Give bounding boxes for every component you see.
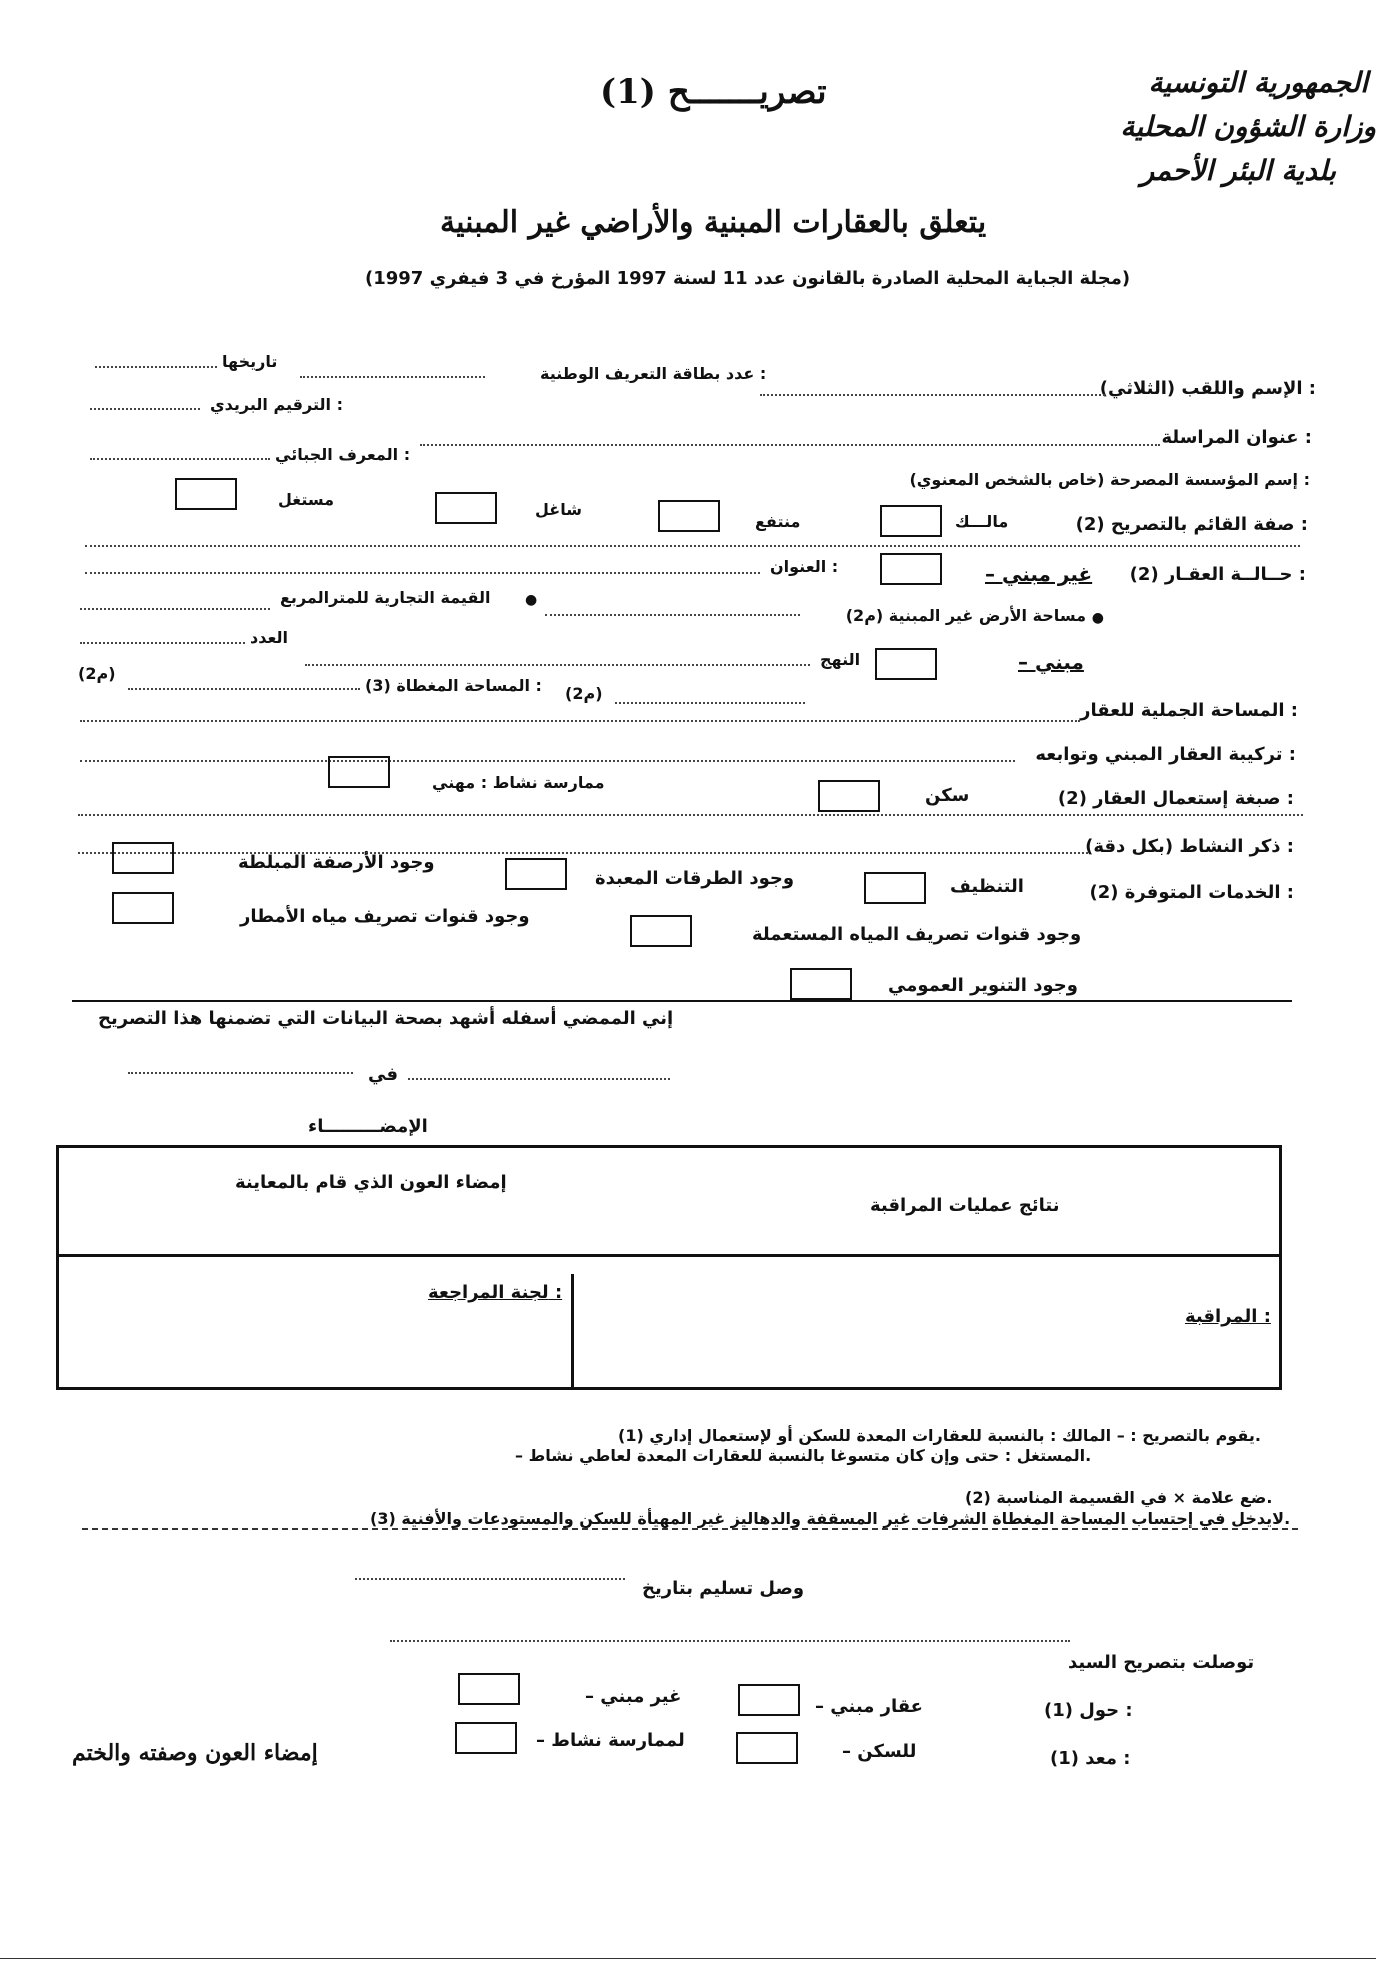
property-state-label: حــالــة العقـار (2) :	[1129, 564, 1306, 585]
address2-dots	[85, 572, 760, 574]
housing-label: سكن	[925, 785, 970, 806]
activity-label: ذكر النشاط (بكل دقة) :	[1085, 836, 1294, 857]
signature-label: الإمضـــــــــاء	[308, 1116, 428, 1137]
paved-roads-checkbox[interactable]	[505, 858, 567, 890]
paved-roads-label: وجود الطرقات المعبدة	[595, 868, 795, 889]
street-dots	[305, 664, 810, 666]
receipt-unbuilt-checkbox[interactable]	[458, 1673, 520, 1705]
id-date-dots	[95, 366, 217, 368]
cleaning-checkbox[interactable]	[864, 872, 926, 904]
agent-signature-header: إمضاء العون الذي قام بالمعاينة	[235, 1172, 507, 1193]
receipt-unbuilt-label: – غير مبني	[585, 1686, 682, 1707]
street-label: النهج	[820, 650, 861, 669]
market-value-bullet: ●	[525, 592, 538, 608]
occupant-label: شاغل	[535, 500, 582, 519]
header-ministry: وزارة الشؤون المحلية	[1120, 110, 1376, 143]
name-label: الإسم واللقب (الثلاثي) :	[1099, 378, 1316, 399]
id-date-label: تاريخها	[222, 352, 278, 371]
total-area-dots-left	[128, 688, 360, 690]
used-water-label: وجود قنوات تصريف المياه المستعملة	[752, 924, 1082, 945]
row11-dots	[78, 814, 1303, 816]
stamp-label: إمضاء العون وصفته والختم	[72, 1740, 318, 1766]
name-dots	[760, 394, 1105, 396]
market-value-dots	[80, 608, 270, 610]
unbuilt-checkbox[interactable]	[880, 553, 942, 585]
row4-dots	[85, 545, 1300, 547]
note-1b: – المستغل : حتى وإن كان متسوغا بالنسبة للعقارات المعدة لعاطي نشاط.	[515, 1446, 1092, 1465]
occupant-checkbox[interactable]	[435, 492, 497, 524]
total-area-dots	[80, 720, 1080, 722]
place-dots	[128, 1072, 353, 1074]
tax-id-dots	[90, 458, 270, 460]
page-title: تصريـــــــح (1)	[600, 72, 827, 112]
composition-dots	[80, 760, 1015, 762]
professional-checkbox[interactable]	[328, 756, 390, 788]
note-3: (3) لايدخل في إحتساب المساحة المغطاة الشرفات غير المسقفة والدهاليز غير المهيأة للسكن والمستودعات والأفنية.	[370, 1509, 1291, 1528]
cleaning-label: التنظيف	[950, 876, 1024, 897]
tax-id-label: المعرف الجبائي :	[275, 445, 411, 464]
id-card-label: عدد بطاقة التعريف الوطنية :	[540, 364, 767, 383]
address-dots	[420, 444, 1160, 446]
tenant-label: مستغل	[278, 490, 335, 509]
received-label: توصلت بتصريح السيد	[1068, 1652, 1255, 1673]
market-value-label: القيمة التجارية للمترالمربع	[280, 588, 491, 607]
lighting-label: وجود التنوير العمومي	[888, 975, 1078, 996]
address2-label: العنوان :	[770, 557, 839, 576]
intended-label: معد (1) :	[1050, 1748, 1131, 1769]
beneficiary-label: منتفع	[755, 512, 801, 531]
receipt-date-dots	[355, 1578, 625, 1580]
composition-label: تركيبة العقار المبني وتوابعه :	[1035, 744, 1296, 765]
about-label: حول (1) :	[1044, 1700, 1133, 1721]
lighting-checkbox[interactable]	[790, 968, 852, 1000]
total-area-label: المساحة الجملية للعقار :	[1080, 700, 1298, 721]
header-municipality: بلدية البئر الأحمر	[1140, 154, 1336, 187]
attestation-text: إني الممضي أسفله أشهد بصحة البيانات التي تضمنها هذا التصريح	[98, 1008, 674, 1029]
subtitle: يتعلق بالعقارات المبنية والأراضي غير المبنية	[440, 205, 987, 240]
for-housing-label: – للسكن	[842, 1741, 917, 1762]
use-type-label: صبغة إستعمال العقار (2) :	[1057, 788, 1294, 809]
housing-checkbox[interactable]	[818, 780, 880, 812]
postal-label: الترقيم البريدي :	[210, 395, 343, 414]
land-area-label: مساحة الأرض غير المبنية (م2)	[845, 606, 1086, 625]
owner-checkbox[interactable]	[880, 505, 942, 537]
activity-dots	[78, 852, 1088, 854]
land-area-dots	[545, 614, 800, 616]
covered-area-unit: (م2)	[565, 684, 603, 703]
section-divider	[72, 1000, 1292, 1002]
tiled-sidewalks-checkbox[interactable]	[112, 842, 174, 874]
review-cell-label: لجنة المراجعة :	[428, 1282, 563, 1303]
covered-area-label: المساحة المغطاة (3) :	[365, 676, 542, 695]
postal-dots	[90, 408, 200, 410]
unbuilt-label: – غير مبني	[985, 562, 1093, 586]
declarant-quality-label: صفة القائم بالتصريح (2) :	[1075, 514, 1308, 535]
control-cell-label: المراقبة :	[1185, 1306, 1271, 1327]
for-activity-label: – لممارسة نشاط	[536, 1730, 685, 1751]
rain-water-label: وجود قنوات تصريف مياه الأمطار	[240, 906, 530, 927]
number-dots	[80, 642, 245, 644]
address-label: عنوان المراسلة :	[1161, 427, 1312, 448]
built-property-label: – عقار مبني	[815, 1696, 923, 1717]
note-2: (2) ضع علامة × في القسيمة المناسبة.	[965, 1488, 1273, 1507]
rain-water-checkbox[interactable]	[112, 892, 174, 924]
results-header: نتائج عمليات المراقبة	[870, 1195, 1060, 1216]
note-1a: (1) يقوم بالتصريح : – المالك : بالنسبة للعقارات المعدة للسكن أو لإستعمال إداري.	[618, 1426, 1261, 1445]
used-water-checkbox[interactable]	[630, 915, 692, 947]
built-checkbox[interactable]	[875, 648, 937, 680]
built-label: – مبني	[1018, 650, 1084, 674]
for-activity-checkbox[interactable]	[455, 1722, 517, 1754]
number-label: العدد	[250, 628, 288, 647]
receipt-title: وصل تسليم بتاريخ	[642, 1578, 805, 1599]
cut-line	[82, 1528, 1298, 1530]
tenant-checkbox[interactable]	[175, 478, 237, 510]
id-card-dots	[300, 376, 485, 378]
area-unit-label: (م2)	[78, 664, 116, 683]
beneficiary-checkbox[interactable]	[658, 500, 720, 532]
header-republic: الجمهورية التونسية	[1148, 66, 1368, 99]
receipt-name-dots	[390, 1640, 1070, 1642]
services-label: الخدمات المتوفرة (2) :	[1089, 882, 1294, 903]
land-area-bullet: ●	[1091, 610, 1104, 626]
tiled-sidewalks-label: وجود الأرصفة المبلطة	[238, 852, 435, 873]
professional-label: ممارسة نشاط : مهني	[432, 773, 605, 792]
date-dots	[408, 1078, 670, 1080]
for-housing-checkbox[interactable]	[736, 1732, 798, 1764]
owner-label: مالـــك	[955, 512, 1009, 531]
company-label: إسم المؤسسة المصرحة (خاص بالشخص المعنوي) :	[909, 470, 1310, 489]
built-property-checkbox[interactable]	[738, 1684, 800, 1716]
covered-area-dots	[615, 702, 805, 704]
in-label: في	[368, 1064, 398, 1085]
bottom-edge	[0, 1958, 1376, 1959]
legal-reference: (مجلة الجباية المحلية الصادرة بالقانون عدد 11 لسنة 1997 المؤرخ في 3 فيفري 1997)	[365, 268, 1131, 289]
